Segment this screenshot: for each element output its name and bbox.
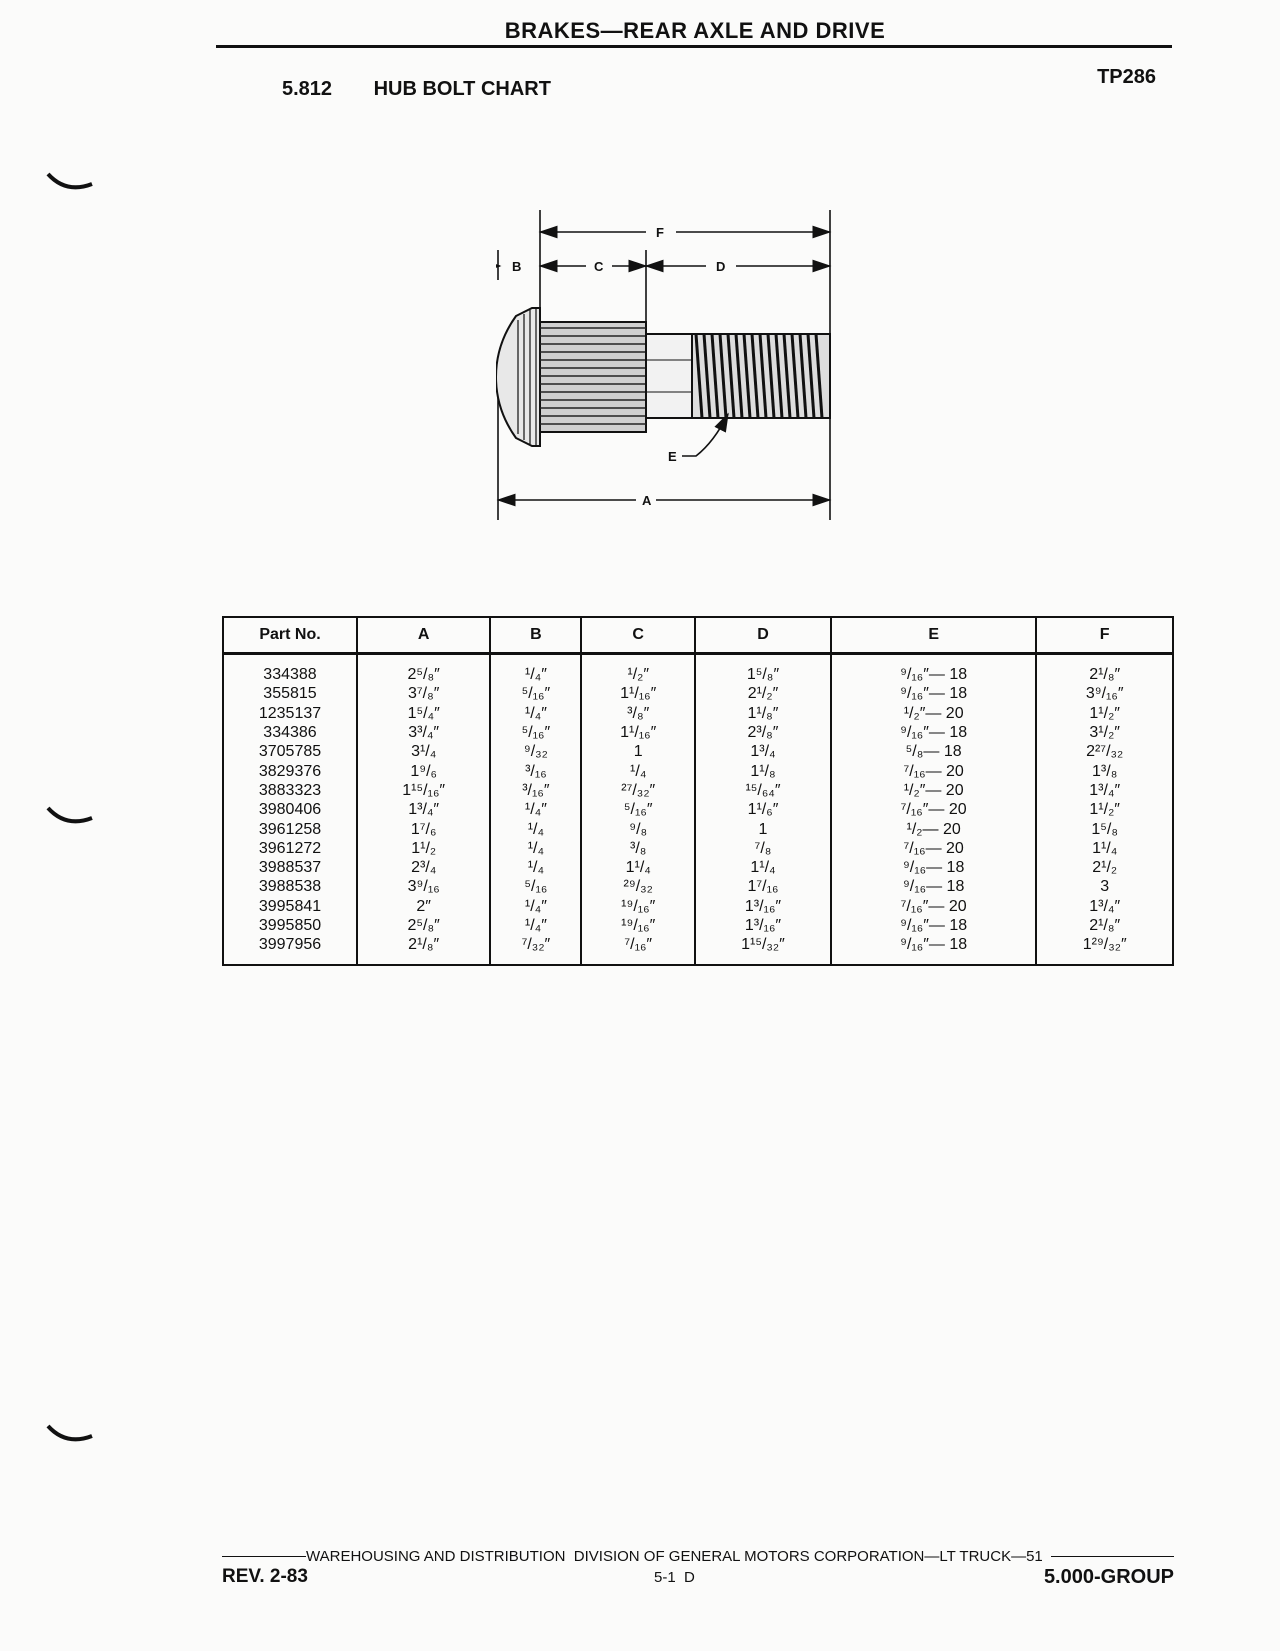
- col-header-b: B: [490, 617, 581, 654]
- cell-f: 1¹/₂″: [1036, 800, 1173, 819]
- cell-c: ¹/₄: [581, 761, 695, 780]
- table-row: [223, 800, 1173, 819]
- col-header-part-no: Part No.: [223, 617, 357, 654]
- col-header-c: C: [581, 617, 695, 654]
- cell-part-no: 1235137: [223, 704, 357, 723]
- table-row: [223, 819, 1173, 838]
- cell-c: ²⁹/₃₂: [581, 877, 695, 896]
- cell-a: 1¹⁵/₁₆″: [357, 781, 490, 800]
- document-code: TP286: [1097, 66, 1156, 88]
- table-row: [223, 897, 1173, 916]
- cell-c: ¹⁹/₁₆″: [581, 897, 695, 916]
- cell-d: 1³/₁₆″: [695, 916, 831, 935]
- cell-a: 3⁹/₁₆: [357, 877, 490, 896]
- cell-b: ⁵/₁₆″: [490, 723, 581, 742]
- cell-f: 1³/₄″: [1036, 897, 1173, 916]
- cell-b: ¹/₄: [490, 858, 581, 877]
- cell-part-no: 3988538: [223, 877, 357, 896]
- cell-e: ⁵/₈— 18: [831, 742, 1036, 761]
- cell-b: ³/₁₆: [490, 761, 581, 780]
- cell-b: ¹/₄″: [490, 800, 581, 819]
- cell-f: 3: [1036, 877, 1173, 896]
- cell-a: 1⁷/₆: [357, 819, 490, 838]
- col-header-e: E: [831, 617, 1036, 654]
- table-row: [223, 684, 1173, 703]
- cell-f: 2¹/₂: [1036, 858, 1173, 877]
- cell-e: ⁹/₁₆″— 18: [831, 684, 1036, 703]
- cell-e: ⁷/₁₆″— 20: [831, 800, 1036, 819]
- table-row: [223, 723, 1173, 742]
- cell-part-no: 3883323: [223, 781, 357, 800]
- cell-d: 1¹/₆″: [695, 800, 831, 819]
- cell-b: ⁵/₁₆: [490, 877, 581, 896]
- cell-c: ³/₈″: [581, 704, 695, 723]
- dim-label-b: B: [512, 259, 522, 274]
- cell-e: ⁹/₁₆″— 18: [831, 723, 1036, 742]
- dim-label-c: C: [594, 259, 604, 274]
- cell-a: 1⁵/₄″: [357, 704, 490, 723]
- footer-division-text: WAREHOUSING AND DISTRIBUTION DIVISION OF GENERAL MOTORS CORPORATION—LT TRUCK—51: [306, 1548, 1043, 1565]
- dim-label-f: F: [656, 225, 664, 240]
- cell-part-no: 334386: [223, 723, 357, 742]
- cell-part-no: 3988537: [223, 858, 357, 877]
- hub-bolt-diagram: [496, 210, 876, 530]
- cell-d: 1¹⁵/₃₂″: [695, 935, 831, 965]
- page-number: 5-1 D: [654, 1569, 695, 1586]
- dim-label-e: E: [668, 449, 677, 464]
- cell-part-no: 3980406: [223, 800, 357, 819]
- cell-c: ³/₈: [581, 839, 695, 858]
- cell-b: ⁹/₃₂: [490, 742, 581, 761]
- cell-b: ⁵/₁₆″: [490, 684, 581, 703]
- cell-f: 2¹/₈″: [1036, 916, 1173, 935]
- cell-c: ⁵/₁₆″: [581, 800, 695, 819]
- cell-e: ⁷/₁₆— 20: [831, 839, 1036, 858]
- cell-f: 1¹/₄: [1036, 839, 1173, 858]
- group-label: 5.000-GROUP: [1043, 1566, 1174, 1588]
- cell-a: 2¹/₈″: [357, 935, 490, 965]
- cell-f: 2¹/₈″: [1036, 654, 1173, 685]
- table-row: [223, 742, 1173, 761]
- cell-f: 3¹/₂″: [1036, 723, 1173, 742]
- cell-c: 1¹/₁₆″: [581, 684, 695, 703]
- section-heading: [282, 78, 551, 101]
- table-row: [223, 704, 1173, 723]
- cell-part-no: 355815: [223, 684, 357, 703]
- cell-f: 1⁵/₈: [1036, 819, 1173, 838]
- table-header-row: [223, 617, 1173, 654]
- footer-rule-right: [1051, 1556, 1174, 1557]
- cell-a: 2⁵/₈″: [357, 916, 490, 935]
- cell-c: 1¹/₁₆″: [581, 723, 695, 742]
- cell-part-no: 3995850: [223, 916, 357, 935]
- cell-a: 3⁷/₈″: [357, 684, 490, 703]
- col-header-a: A: [357, 617, 490, 654]
- table-row: [223, 858, 1173, 877]
- cell-c: ²⁷/₃₂″: [581, 781, 695, 800]
- cell-b: ¹/₄: [490, 819, 581, 838]
- cell-c: 1¹/₄: [581, 858, 695, 877]
- cell-f: 1¹/₂″: [1036, 704, 1173, 723]
- table-row: [223, 877, 1173, 896]
- table-row: [223, 839, 1173, 858]
- cell-part-no: 3961272: [223, 839, 357, 858]
- cell-e: ¹/₂″— 20: [831, 704, 1036, 723]
- footer-division-line: [222, 1548, 1174, 1565]
- cell-b: ¹/₄″: [490, 654, 581, 685]
- cell-c: ¹⁹/₁₆″: [581, 916, 695, 935]
- cell-b: ⁷/₃₂″: [490, 935, 581, 965]
- cell-d: 1¹/₄: [695, 858, 831, 877]
- cell-d: ⁷/₈: [695, 839, 831, 858]
- cell-f: 1³/₈: [1036, 761, 1173, 780]
- page-header-title: BRAKES—REAR AXLE AND DRIVE: [504, 18, 886, 43]
- dim-label-a: A: [642, 493, 652, 508]
- cell-d: 2³/₈″: [695, 723, 831, 742]
- dim-label-d: D: [716, 259, 726, 274]
- table-row: [223, 654, 1173, 685]
- cell-c: 1: [581, 742, 695, 761]
- cell-d: 1: [695, 819, 831, 838]
- cell-part-no: 3995841: [223, 897, 357, 916]
- cell-part-no: 334388: [223, 654, 357, 685]
- cell-b: ³/₁₆″: [490, 781, 581, 800]
- section-title: HUB BOLT CHART: [373, 78, 551, 100]
- cell-a: 2″: [357, 897, 490, 916]
- cell-f: 1³/₄″: [1036, 781, 1173, 800]
- cell-d: 1³/₄: [695, 742, 831, 761]
- table-row: [223, 781, 1173, 800]
- cell-d: 1³/₁₆″: [695, 897, 831, 916]
- cell-a: 1¹/₂: [357, 839, 490, 858]
- cell-e: ⁹/₁₆— 18: [831, 877, 1036, 896]
- cell-f: 3⁹/₁₆″: [1036, 684, 1173, 703]
- cell-a: 1³/₄″: [357, 800, 490, 819]
- cell-c: ¹/₂″: [581, 654, 695, 685]
- binder-hole-mark: [46, 806, 96, 828]
- cell-e: ⁷/₁₆″— 20: [831, 897, 1036, 916]
- cell-d: 2¹/₂″: [695, 684, 831, 703]
- cell-a: 3¹/₄: [357, 742, 490, 761]
- cell-b: ¹/₄: [490, 839, 581, 858]
- header-rule: [216, 45, 1172, 48]
- cell-a: 2³/₄: [357, 858, 490, 877]
- cell-d: 1⁵/₈″: [695, 654, 831, 685]
- footer-bottom: [222, 1566, 1174, 1590]
- cell-part-no: 3829376: [223, 761, 357, 780]
- cell-f: 1²⁹/₃₂″: [1036, 935, 1173, 965]
- cell-part-no: 3997956: [223, 935, 357, 965]
- cell-e: ¹/₂″— 20: [831, 781, 1036, 800]
- cell-e: ⁹/₁₆″— 18: [831, 916, 1036, 935]
- cell-part-no: 3961258: [223, 819, 357, 838]
- cell-e: ⁹/₁₆— 18: [831, 858, 1036, 877]
- cell-a: 1⁹/₆: [357, 761, 490, 780]
- table-row: [223, 761, 1173, 780]
- cell-d: 1⁷/₁₆: [695, 877, 831, 896]
- cell-e: ⁷/₁₆— 20: [831, 761, 1036, 780]
- cell-a: 3³/₄″: [357, 723, 490, 742]
- hub-bolt-table: [222, 616, 1174, 966]
- cell-b: ¹/₄″: [490, 704, 581, 723]
- cell-a: 2⁵/₈″: [357, 654, 490, 685]
- footer-rule-left: [222, 1556, 306, 1557]
- cell-e: ⁹/₁₆″— 18: [831, 935, 1036, 965]
- section-number: 5.812: [282, 78, 333, 100]
- cell-e: ⁹/₁₆″— 18: [831, 654, 1036, 685]
- col-header-d: D: [695, 617, 831, 654]
- cell-d: ¹⁵/₆₄″: [695, 781, 831, 800]
- cell-part-no: 3705785: [223, 742, 357, 761]
- cell-b: ¹/₄″: [490, 916, 581, 935]
- table-row: [223, 935, 1173, 965]
- col-header-f: F: [1036, 617, 1173, 654]
- cell-d: 1¹/₈: [695, 761, 831, 780]
- revision-label: REV. 2-83: [222, 1566, 308, 1587]
- cell-b: ¹/₄″: [490, 897, 581, 916]
- cell-e: ¹/₂— 20: [831, 819, 1036, 838]
- cell-f: 2²⁷/₃₂: [1036, 742, 1173, 761]
- cell-d: 1¹/₈″: [695, 704, 831, 723]
- cell-c: ⁹/₈: [581, 819, 695, 838]
- binder-hole-mark: [46, 172, 96, 194]
- table-row: [223, 916, 1173, 935]
- cell-c: ⁷/₁₆″: [581, 935, 695, 965]
- binder-hole-mark: [46, 1424, 96, 1446]
